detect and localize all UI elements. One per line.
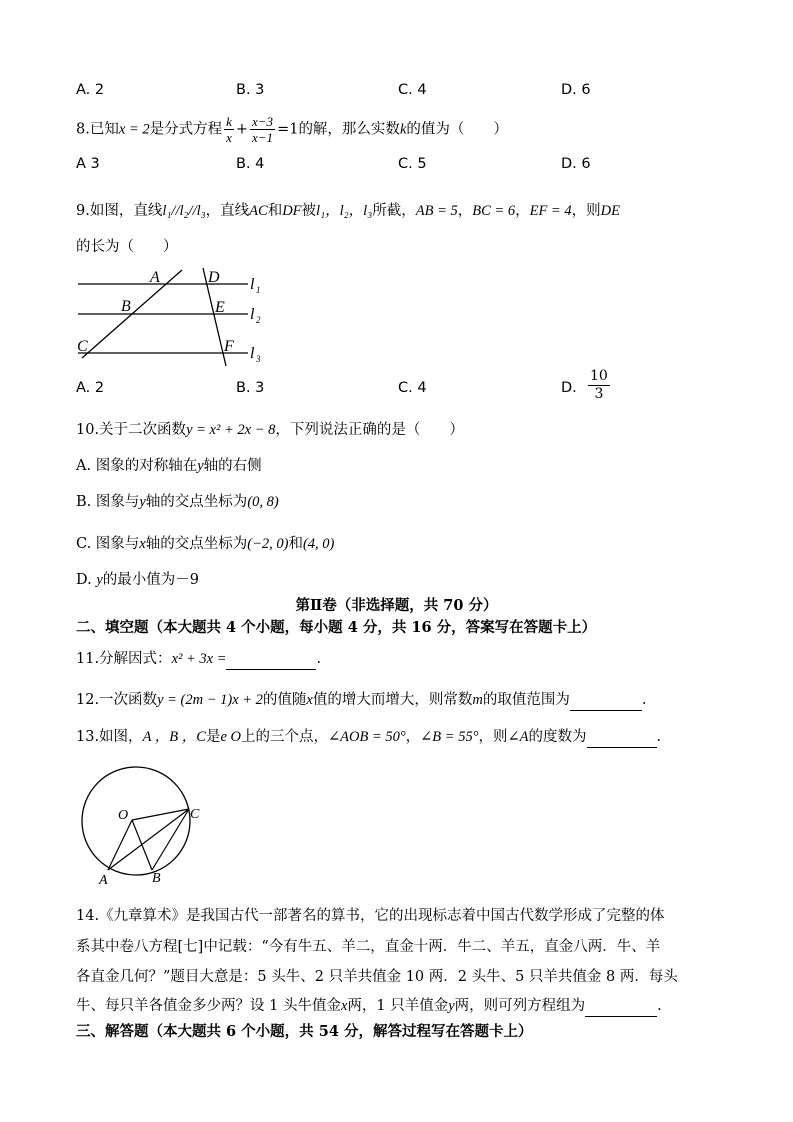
q13-angle-a: ∠A — [507, 729, 529, 745]
q13-answer-blank — [587, 727, 657, 748]
q9-de: DE — [600, 203, 620, 219]
q9-fig-label-l1-sub: 1 — [256, 285, 261, 295]
q13-fig-label-b: B — [152, 871, 161, 886]
q10-option-c-point-1: (−2, 0) — [247, 536, 289, 552]
q10-option-c-point-2: (4, 0) — [302, 536, 335, 552]
q13-ask: ，则 — [478, 729, 508, 745]
q14-line-4-b: 两，1 只羊值金 — [347, 998, 449, 1014]
q12-prefix: 12.一次函数 — [76, 692, 158, 708]
q10-option-a-var: y — [197, 458, 204, 474]
q13-fig-label-c: C — [190, 807, 200, 822]
q12-function: y = (2m − 1)x + 2 — [157, 692, 263, 708]
q8-prefix: 8.已知 — [76, 121, 119, 138]
q9-fig-label-d: D — [208, 269, 220, 286]
question-12 — [76, 690, 646, 711]
q9-mid: ，直线 — [205, 203, 250, 219]
q9-option-d-num: 10 — [590, 368, 608, 384]
q8-suffix: 的解，那么实数 — [298, 121, 400, 138]
q8-mid: 是分式方程 — [149, 121, 223, 138]
q13-figure — [70, 766, 220, 888]
q8-eq: =1 — [277, 121, 299, 138]
q13-fig-label-a: A — [99, 873, 108, 888]
q9-fig-label-b: B — [121, 298, 131, 315]
q9-bc: BC = 6 — [472, 203, 516, 219]
q9-parallel: l₁//l₂//l₃ — [162, 203, 206, 219]
q12-x: x — [306, 692, 313, 708]
q8-f1-den: x — [226, 130, 232, 145]
q8-f2-den: x−1 — [252, 130, 274, 145]
q9-ac: AC — [249, 203, 268, 219]
q14-x: x — [340, 998, 348, 1014]
q9-lines: l₁，l₂，l₃ — [316, 203, 373, 219]
q14-line-3: 各直金几何？”题目大意是：5 头牛、2 只羊共值金 10 两．2 头牛、5 只羊共值金 8 两．每头 — [76, 969, 678, 985]
q10-option-d-end: 的最小值为－9 — [102, 572, 199, 588]
q9-line-2: 的长为（ ） — [76, 239, 178, 255]
q12-end: 的取值范围为 — [482, 692, 570, 708]
q11-prefix: 11.分解因式： — [76, 651, 172, 667]
section-2-title: 第Ⅱ卷（非选择题，共 70 分） — [295, 597, 498, 614]
q8-fraction-2 — [250, 114, 275, 145]
q7-option-d: D. 6 — [561, 82, 591, 98]
q10-option-d-var: y — [96, 572, 103, 588]
q14-y: y — [448, 998, 455, 1014]
q9-df: DF — [282, 203, 302, 219]
q10-option-a — [76, 456, 262, 476]
q9-ab: AB = 5 — [415, 203, 458, 219]
q9-cut-end: 所截， — [372, 203, 416, 219]
section-2-heading: 二、填空题（本大题共 4 个小题，每小题 4 分，共 16 分，答案写在答题卡上） — [76, 619, 597, 636]
question-10 — [76, 420, 464, 440]
q9-cut: 被 — [301, 203, 317, 219]
q11-end: . — [316, 651, 322, 667]
q9-option-b: B. 3 — [236, 380, 265, 396]
q13-comma: ， — [405, 729, 421, 745]
q11-expr: x² + 3x = — [171, 651, 227, 667]
q8-var: k — [399, 121, 407, 138]
q8-option-a: A 3 — [76, 156, 100, 172]
q8-end: 的值为（ ） — [406, 121, 508, 138]
q14-dot: . — [657, 998, 662, 1014]
q13-points: A ，B ，C — [142, 729, 206, 745]
q13-circle: e O — [220, 729, 241, 745]
q9-fig-label-c: C — [77, 338, 88, 355]
q13-angle-b: ∠B = 55° — [420, 729, 479, 745]
q12-answer-blank — [570, 690, 642, 711]
q10-option-b-text: B. 图象与 — [76, 494, 140, 510]
q9-fig-label-l2-sub: 2 — [256, 315, 261, 325]
q10-option-b-mid: 轴的交点坐标为 — [145, 494, 248, 510]
q12-m: m — [472, 692, 483, 708]
q13-mid: 是 — [205, 729, 221, 745]
q7-option-a: A. 2 — [76, 82, 105, 98]
question-8 — [76, 114, 508, 145]
q9-option-d-label: D. — [561, 380, 577, 396]
q8-option-b: B. 4 — [236, 156, 265, 172]
q8-f1-num: k — [226, 114, 232, 129]
q10-option-d-text: D. — [76, 572, 92, 588]
q12-mid2: 值的增大而增大，则常数 — [312, 692, 473, 708]
q9-option-a: A. 2 — [76, 380, 105, 396]
q8-fraction-1 — [224, 114, 234, 145]
q10-option-c-mid: 轴的交点坐标为 — [145, 536, 248, 552]
q14-line-4-c: 两，则可列方程组为 — [454, 998, 586, 1014]
q10-prefix: 10.关于二次函数 — [76, 422, 187, 438]
q9-fig-label-f: F — [224, 338, 234, 355]
q9-fig-label-l3: l — [250, 345, 255, 362]
q9-ask: ，则 — [571, 203, 601, 219]
q9-prefix: 9.如图，直线 — [76, 203, 163, 219]
question-11 — [76, 649, 321, 670]
q9-fig-label-l1: l — [250, 276, 255, 293]
q10-option-b-var: y — [139, 494, 146, 510]
q9-fig-label-a: A — [150, 269, 160, 286]
q14-line-4 — [76, 996, 662, 1017]
q10-option-c-var: x — [139, 536, 146, 552]
q14-line-2: 系其中卷八方程[七]中记载：“今有牛五、羊二，直金十两．牛二、羊五，直金八两．牛、羊 — [76, 939, 661, 955]
q9-ef: EF = 4 — [529, 203, 572, 219]
q11-answer-blank — [226, 649, 316, 670]
q9-fig-label-l3-sub: 3 — [256, 354, 261, 364]
question-9-line-1: 9.如图，直线l₁//l₂//l₃，直线AC和DF被l₁，l₂，l₃所截，AB = 5，BC = 6，EF = 4，则DE — [76, 203, 620, 219]
q14-answer-blank — [585, 996, 657, 1017]
q10-option-c — [76, 534, 334, 554]
q9-and: 和 — [267, 203, 283, 219]
q9-figure — [70, 262, 270, 374]
q7-option-b: B. 3 — [236, 82, 265, 98]
q8-plus: + — [235, 121, 249, 138]
q8-condition: x = 2 — [118, 121, 150, 138]
q9-fig-label-l2: l — [250, 306, 255, 323]
section-3-heading: 三、解答题（本大题共 6 个小题，共 54 分，解答过程写在答题卡上） — [76, 1023, 533, 1040]
q10-function: y = x² + 2x − 8 — [186, 422, 276, 438]
q12-mid: 的值随 — [262, 692, 307, 708]
q13-fig-label-o: O — [118, 808, 129, 823]
q10-option-c-text: C. 图象与 — [76, 536, 140, 552]
q13-dot: . — [656, 729, 662, 745]
q10-suffix: ，下列说法正确的是（ ） — [275, 422, 464, 438]
q13-prefix: 13.如图， — [76, 729, 143, 745]
q14-line-1: 14.《九章算术》是我国古代一部著名的算书，它的出现标志着中国古代数学形成了完整的体 — [76, 908, 665, 924]
q10-option-b — [76, 492, 279, 512]
q10-option-b-point: (0, 8) — [247, 494, 279, 510]
q10-option-c-and: 和 — [288, 536, 303, 552]
q10-option-a-text: A. 图象的对称轴在 — [76, 458, 198, 474]
q9-fig-label-e: E — [215, 299, 225, 316]
q10-option-a-end: 轴的右侧 — [203, 458, 262, 474]
q8-f2-num: x−3 — [252, 114, 274, 129]
q14-line-4-a: 牛、每只羊各值金多少两？设 1 头牛值金 — [76, 998, 341, 1014]
q9-option-d-fraction — [588, 368, 610, 403]
q9-option-d-den: 3 — [594, 386, 604, 402]
q8-option-d: D. 6 — [561, 156, 591, 172]
q13-end: 的度数为 — [528, 729, 587, 745]
q12-dot: . — [641, 692, 647, 708]
question-13 — [76, 727, 661, 748]
q13-mid2: 上的三个点， — [240, 729, 328, 745]
q9-option-c: C. 4 — [398, 380, 427, 396]
q10-option-d — [76, 570, 199, 590]
q7-option-c: C. 4 — [398, 82, 427, 98]
q13-aob: ∠AOB = 50° — [327, 729, 406, 745]
q8-option-c: C. 5 — [398, 156, 427, 172]
